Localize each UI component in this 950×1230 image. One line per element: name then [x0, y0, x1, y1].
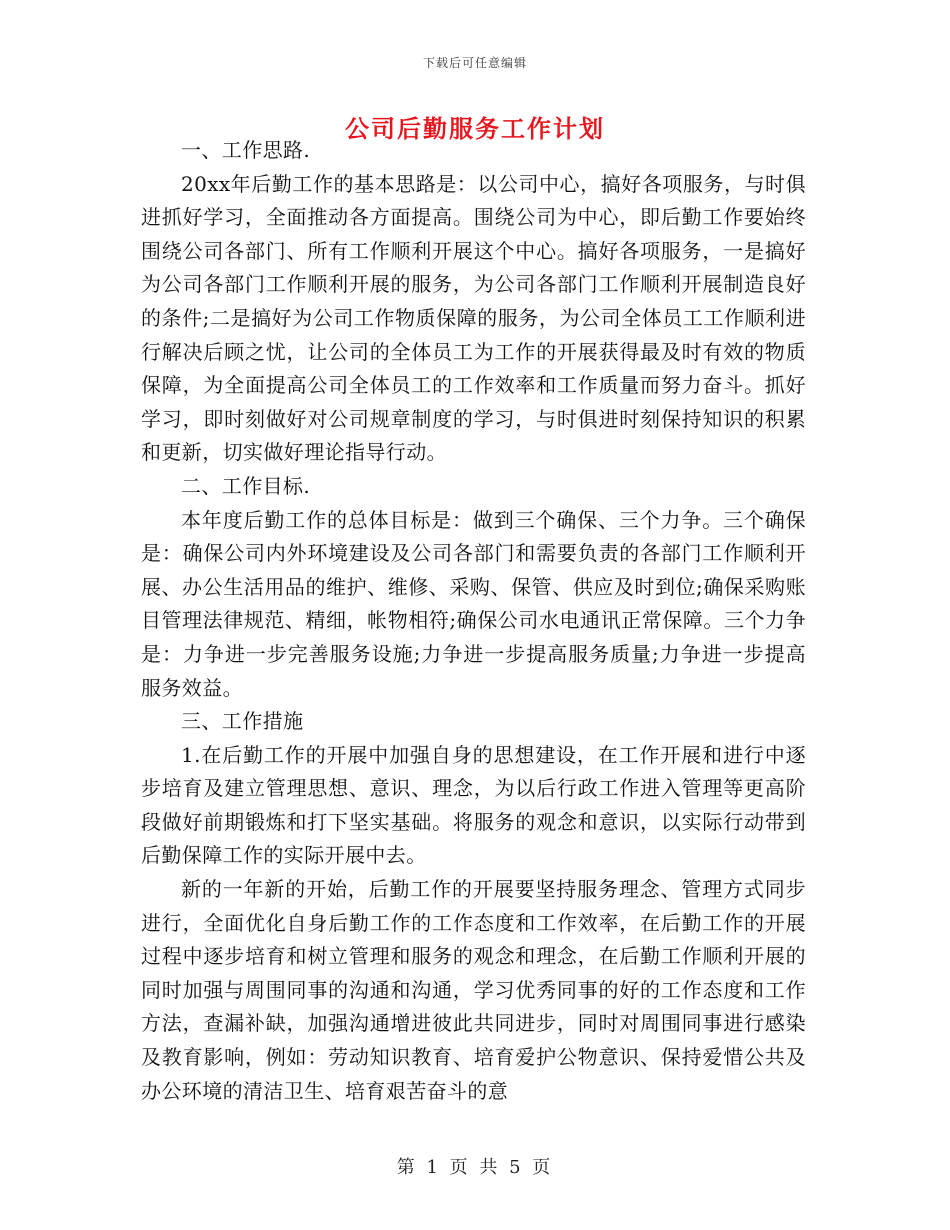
section-heading-3: 三、工作措施 [181, 709, 304, 734]
paragraph: 20xx年后勤工作的基本思路是：以公司中心，搞好各项服务，与时俱进抓好学习，全面推动各方面提高。围绕公司为中心，即后勤工作要始终围绕公司各部门、所有工作顺利开展这个中心。搞好各项服务，一是搞好为公司各部门工作顺利开展的服务，为公司各部门工作顺利开展制造良好的条件;二是搞好为公司工作物质保障的服务，为公司全体员工工作顺利进行解决后顾之忧，让公司的全体员工为工作的开展获得最及时有效的物质保障，为全面提高公司全体员工的工作效率和工作质量而努力奋斗。抓好学习，即时刻做好对公司规章制度的学习，与时俱进时刻保持知识的积累和更新，切实做好理论指导行动。 [141, 171, 806, 465]
paragraph: 本年度后勤工作的总体目标是：做到三个确保、三个力争。三个确保是：确保公司内外环境建设及公司各部门和需要负责的各部门工作顺利开展、办公生活用品的维护、维修、采购、保管、供应及时到位;确保采购账目管理法律规范、精细，帐物相符;确保公司水电通讯正常保障。三个力争是：力争进一步完善服务设施;力争进一步提高服务质量;力争进一步提高服务效益。 [141, 507, 806, 700]
document-body [141, 134, 806, 1108]
header-note: 下载后可任意编辑 [422, 56, 527, 70]
section-heading-1: 一、工作思路. [181, 138, 311, 162]
paragraph: 1.在后勤工作的开展中加强自身的思想建设，在工作开展和进行中逐步培育及建立管理思想、意识、理念，为以后行政工作进入管理等更高阶段做好前期锻炼和打下坚实基础。将服务的观念和意识，以实际行动带到后勤保障工作的实际开展中去。 [141, 742, 806, 868]
section-heading-2: 二、工作目标. [181, 473, 311, 498]
document-title: 公司后勤服务工作计划 [345, 114, 605, 143]
page-number: 第 1 页 共 5 页 [396, 1157, 554, 1178]
paragraph: 新的一年新的开始，后勤工作的开展要坚持服务理念、管理方式同步进行，全面优化自身后勤工作的工作态度和工作效率，在后勤工作的开展过程中逐步培育和树立管理和服务的观念和理念，在后勤工作顺利开展的同时加强与周围同事的沟通和沟通，学习优秀同事的好的工作态度和工作方法，查漏补缺，加强沟通增进彼此共同进步，同时对周围同事进行感染及教育影响，例如：劳动知识教育、培育爱护公物意识、保持爱惜公共及办公环境的清洁卫生、培育艰苦奋斗的意 [141, 877, 806, 1103]
